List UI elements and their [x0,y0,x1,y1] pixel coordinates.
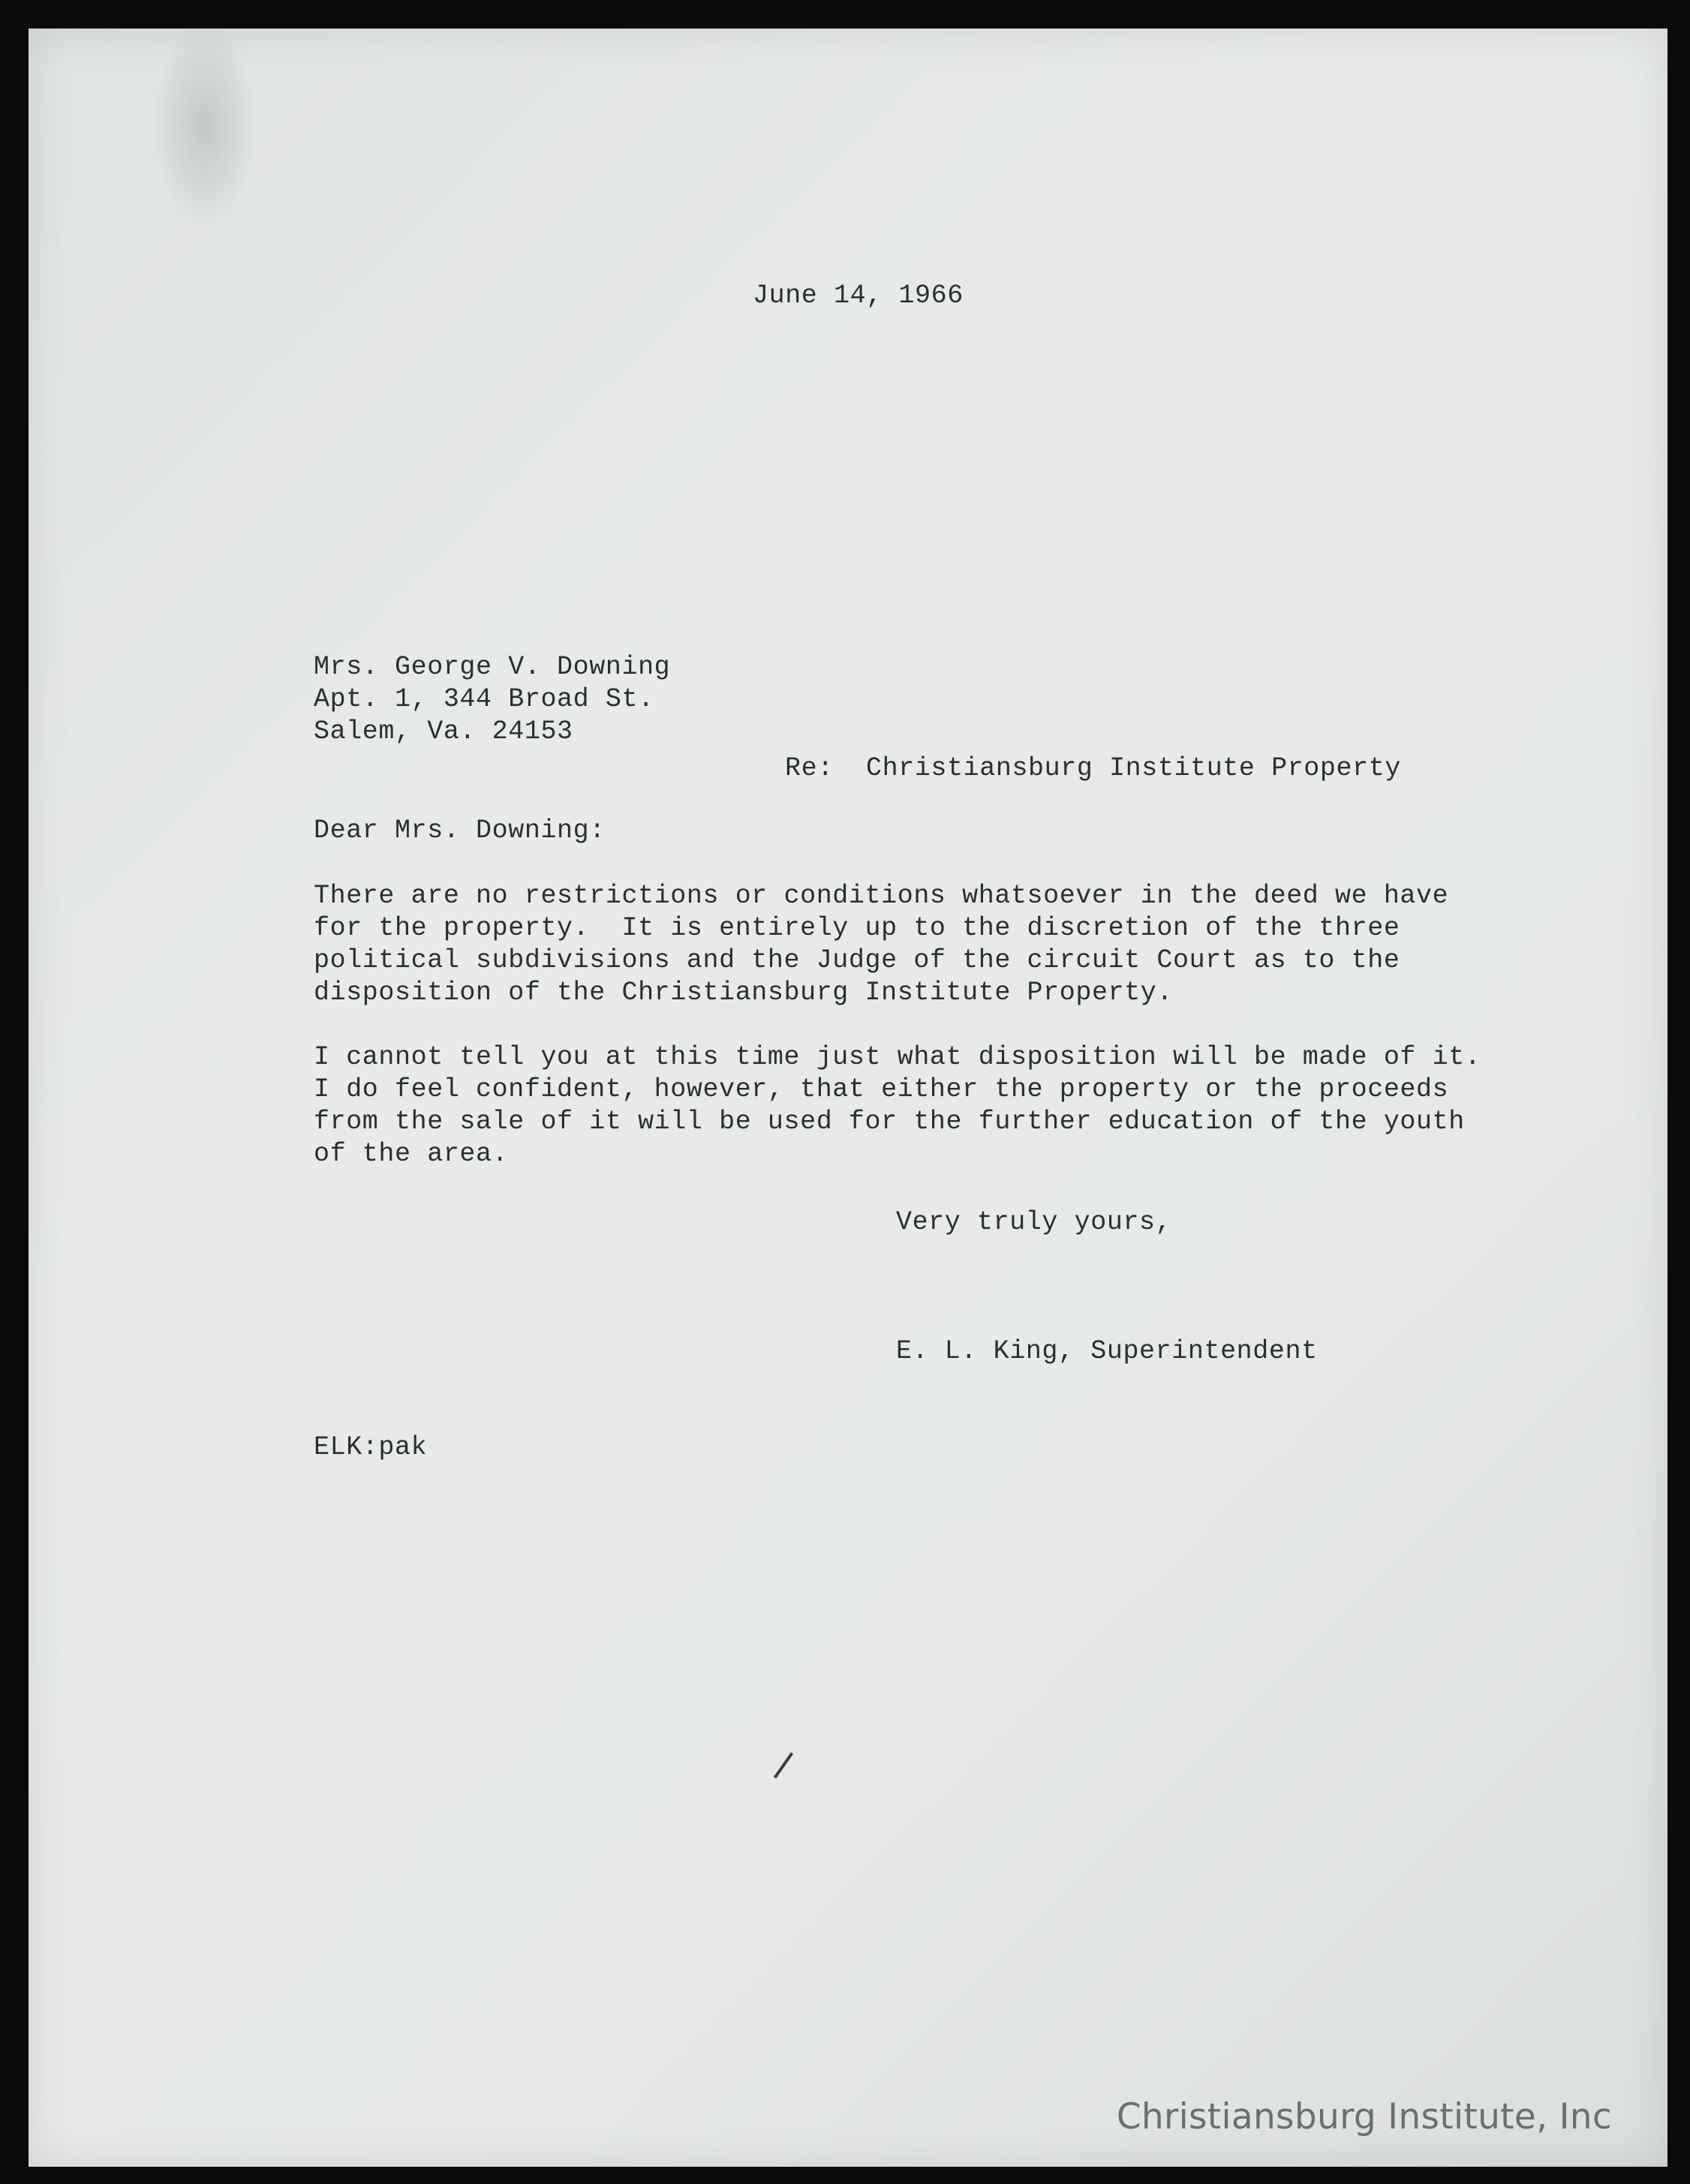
watermark: Christiansburg Institute, Inc [1116,2096,1612,2137]
paragraph-2-line: of the area. [314,1139,509,1169]
paragraph-2-line: from the sale of it will be used for the further education of the youth [314,1107,1465,1137]
paragraph-1 [314,880,1448,1009]
paragraph-1-line: disposition of the Christiansburg Institute Property. [314,978,1173,1008]
recipient-address [314,651,670,748]
paragraph-2 [314,1041,1481,1170]
paragraph-2-line: I do feel confident, however, that either the property or the proceeds [314,1074,1449,1104]
letter-page [29,29,1667,2167]
paper-smudge [156,29,254,224]
salutation: Dear Mrs. Downing: [314,816,606,846]
paragraph-1-line: for the property. It is entirely up to the discretion of the three [314,913,1400,943]
reference-initials: ELK:pak [314,1432,428,1462]
paragraph-1-line: political subdivisions and the Judge of the circuit Court as to the [314,945,1400,975]
paragraph-2-line: I cannot tell you at this time just what disposition will be made of it. [314,1042,1481,1072]
recipient-street: Apt. 1, 344 Broad St. [314,684,654,714]
recipient-city: Salem, Va. 24153 [314,716,573,747]
pen-mark [774,1752,793,1778]
subject-line: Re: Christiansburg Institute Property [785,753,1401,783]
recipient-name: Mrs. George V. Downing [314,652,671,682]
signature: E. L. King, Superintendent [896,1336,1318,1366]
paragraph-1-line: There are no restrictions or conditions whatsoever in the deed we have [314,881,1449,911]
letter-date: June 14, 1966 [753,281,964,311]
closing: Very truly yours, [896,1207,1172,1237]
